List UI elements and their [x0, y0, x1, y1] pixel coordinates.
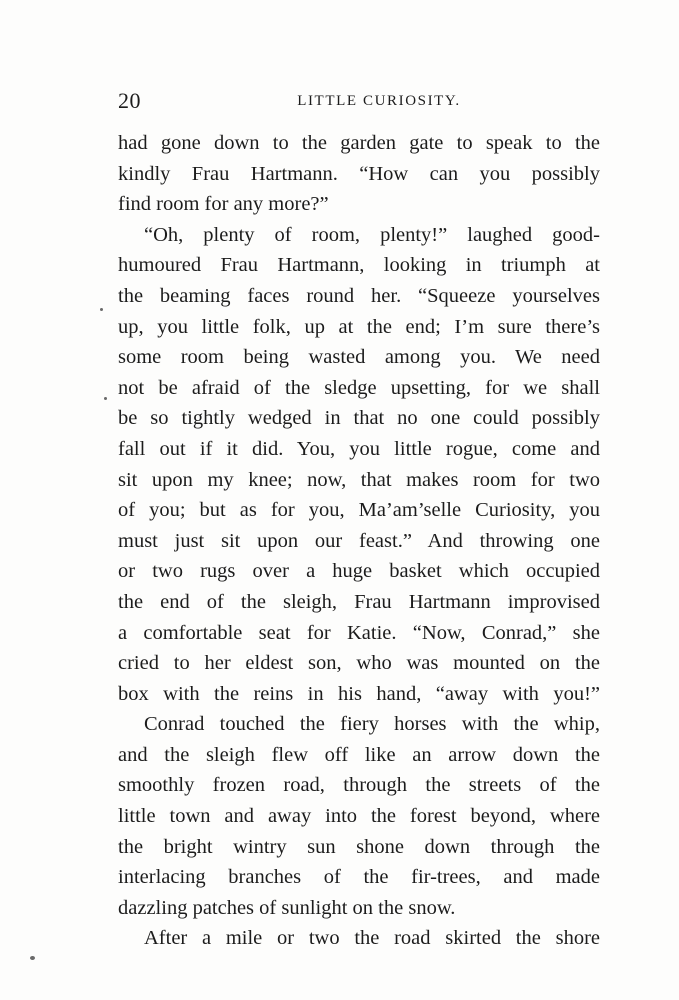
text-line: the end of the sleigh, Frau Hartmann improvised [118, 590, 600, 613]
text-line: or two rugs over a huge basket which occupied [118, 560, 600, 583]
text-line: up, you little folk, up at the end; I’m sure there’s [118, 315, 600, 338]
margin-speck [104, 397, 107, 400]
text-line: dazzling patches of sunlight on the snow. [118, 896, 456, 919]
text-line: had gone down to the garden gate to speak to the [118, 132, 600, 154]
margin-speck [30, 956, 35, 960]
text-line: sit upon my knee; now, that makes room for two [118, 468, 600, 491]
text-line: a comfortable seat for Katie. “Now, Conrad,” she [118, 621, 600, 644]
text-line: “Oh, plenty of room, plenty!” laughed good- [144, 223, 600, 246]
text-line: the beaming faces round her. “Squeeze yourselves [118, 284, 600, 307]
text-line: After a mile or two the road skirted the shore [144, 927, 600, 950]
running-title: LITTLE CURIOSITY. [297, 93, 461, 109]
text-line: smoothly frozen road, through the streets of the [118, 774, 600, 797]
text-line: humoured Frau Hartmann, looking in triumph at [118, 254, 600, 277]
text-line: and the sleigh flew off like an arrow down the [118, 743, 600, 766]
text-line: fall out if it did. You, you little rogue, come and [118, 437, 600, 460]
text-line: not be afraid of the sledge upsetting, for we shall [118, 376, 600, 399]
text-line: some room being wasted among you. We need [118, 346, 600, 369]
page-number: 20 [118, 88, 141, 113]
margin-speck [100, 308, 103, 311]
text-line: interlacing branches of the fir-trees, and made [118, 866, 600, 889]
text-line: little town and away into the forest beyond, where [118, 805, 600, 828]
text-line: cried to her eldest son, who was mounted on the [118, 652, 600, 675]
text-line: of you; but as for you, Ma’am’selle Curiosity, you [118, 499, 600, 522]
text-line: kindly Frau Hartmann. “How can you possibly [118, 162, 600, 185]
text-line: the bright wintry sun shone down through the [118, 835, 600, 858]
page-header [118, 88, 600, 118]
text-line: Conrad touched the fiery horses with the whip, [144, 713, 600, 736]
text-line: be so tightly wedged in that no one could possibly [118, 407, 600, 430]
text-line: find room for any more?” [118, 193, 329, 216]
text-line: box with the reins in his hand, “away with you!” [118, 682, 600, 705]
body-text [118, 128, 600, 954]
text-line: must just sit upon our feast.” And throwing one [118, 529, 600, 552]
